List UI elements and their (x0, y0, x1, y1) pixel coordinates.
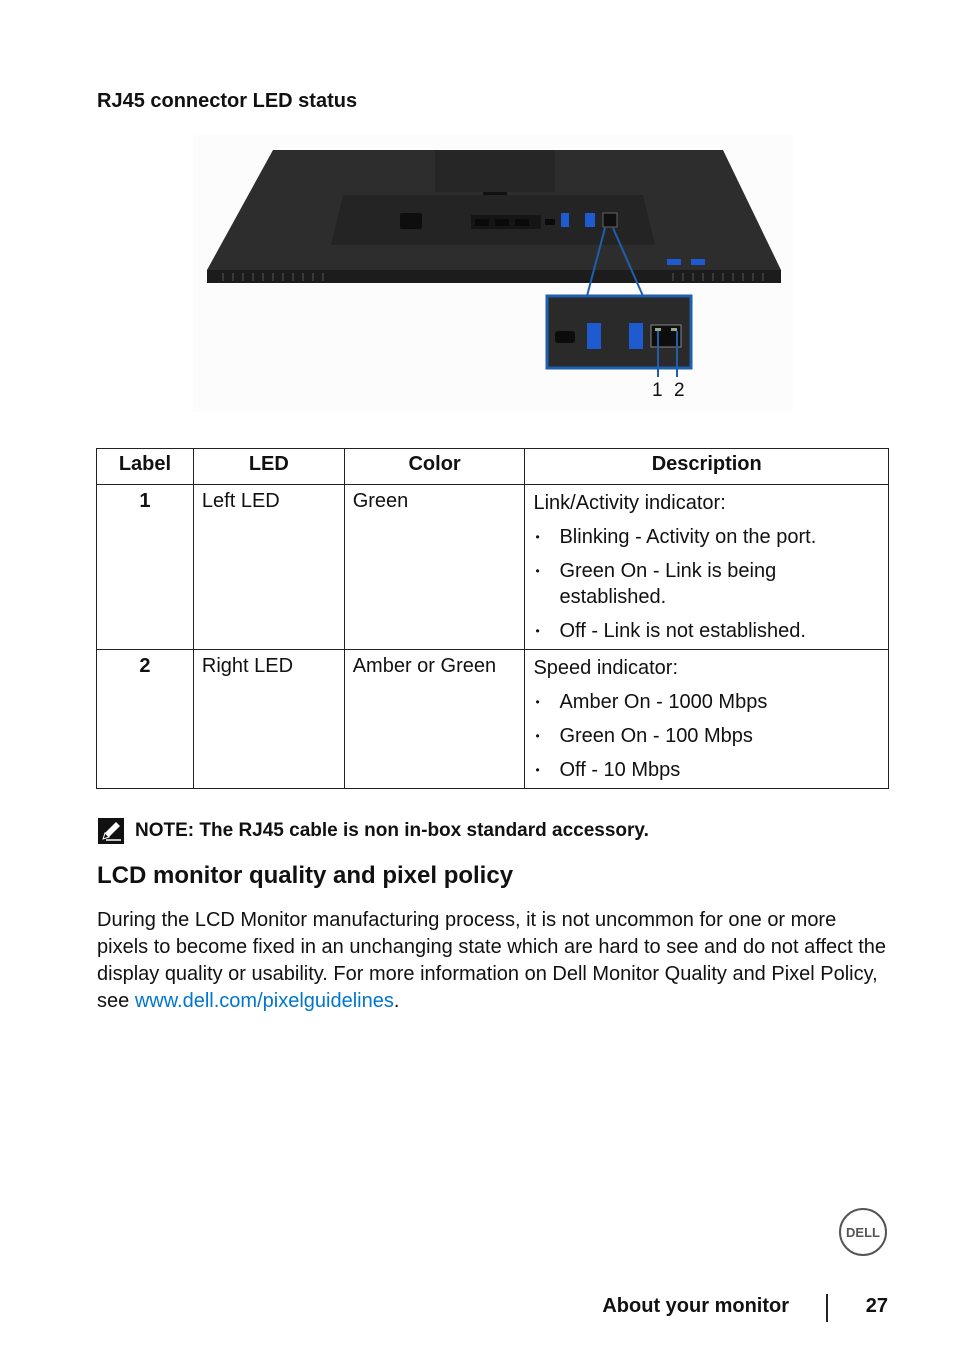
column-header-label: Label (97, 449, 194, 485)
footer-divider (826, 1294, 828, 1322)
section-title: RJ45 connector LED status (97, 90, 358, 112)
callout-label-1: 1 (652, 380, 663, 401)
footer-page-number: 27 (865, 1295, 888, 1317)
pixel-policy-heading: LCD monitor quality and pixel policy (97, 862, 514, 889)
table-header-row (97, 449, 889, 485)
row-label: 1 (97, 485, 194, 650)
note-box (97, 817, 649, 845)
note-text: NOTE: The RJ45 cable is non in-box standard accessory. (135, 820, 649, 841)
note-pencil-icon (97, 817, 125, 845)
row-description (525, 485, 889, 650)
row-color: Green (344, 485, 525, 650)
list-item: • Off - 10 Mbps (533, 757, 880, 783)
row-led: Right LED (193, 650, 344, 789)
list-item: • Amber On - 1000 Mbps (533, 689, 880, 715)
logo-text: DELL (846, 1225, 880, 1240)
pixel-policy-paragraph (97, 907, 892, 1015)
led-status-table (96, 448, 889, 789)
list-item: • Green On - 100 Mbps (533, 723, 880, 749)
column-header-description: Description (525, 449, 889, 485)
footer-section-title: About your monitor (602, 1295, 789, 1317)
pixel-guidelines-link[interactable]: www.dell.com/pixelguidelines (134, 990, 394, 1012)
description-bullets (533, 524, 880, 644)
paragraph-text: During the LCD Monitor manufacturing process, it is not uncommon for one or more pixels to become fixed in an unchanging state which are hard to see and do not affect the display quality or usability. For more information on Dell Monitor Quality and Pixel Policy, see (97, 909, 887, 1012)
callout-label-2: 2 (674, 380, 685, 401)
row-color: Amber or Green (344, 650, 525, 789)
row-description (525, 650, 889, 789)
dell-logo (838, 1207, 888, 1257)
description-intro: Link/Activity indicator: (533, 492, 726, 514)
row-label: 2 (97, 650, 194, 789)
table-row (97, 485, 889, 650)
description-intro: Speed indicator: (533, 657, 679, 679)
row-led: Left LED (193, 485, 344, 650)
description-bullets (533, 689, 880, 783)
list-item: • Green On - Link is being established. (533, 558, 880, 610)
list-item: • Blinking - Activity on the port. (533, 524, 880, 550)
column-header-led: LED (193, 449, 344, 485)
monitor-rear-image (193, 135, 793, 412)
list-item: • Off - Link is not established. (533, 618, 880, 644)
column-header-color: Color (344, 449, 525, 485)
table-row (97, 650, 889, 789)
paragraph-end: . (393, 990, 400, 1012)
